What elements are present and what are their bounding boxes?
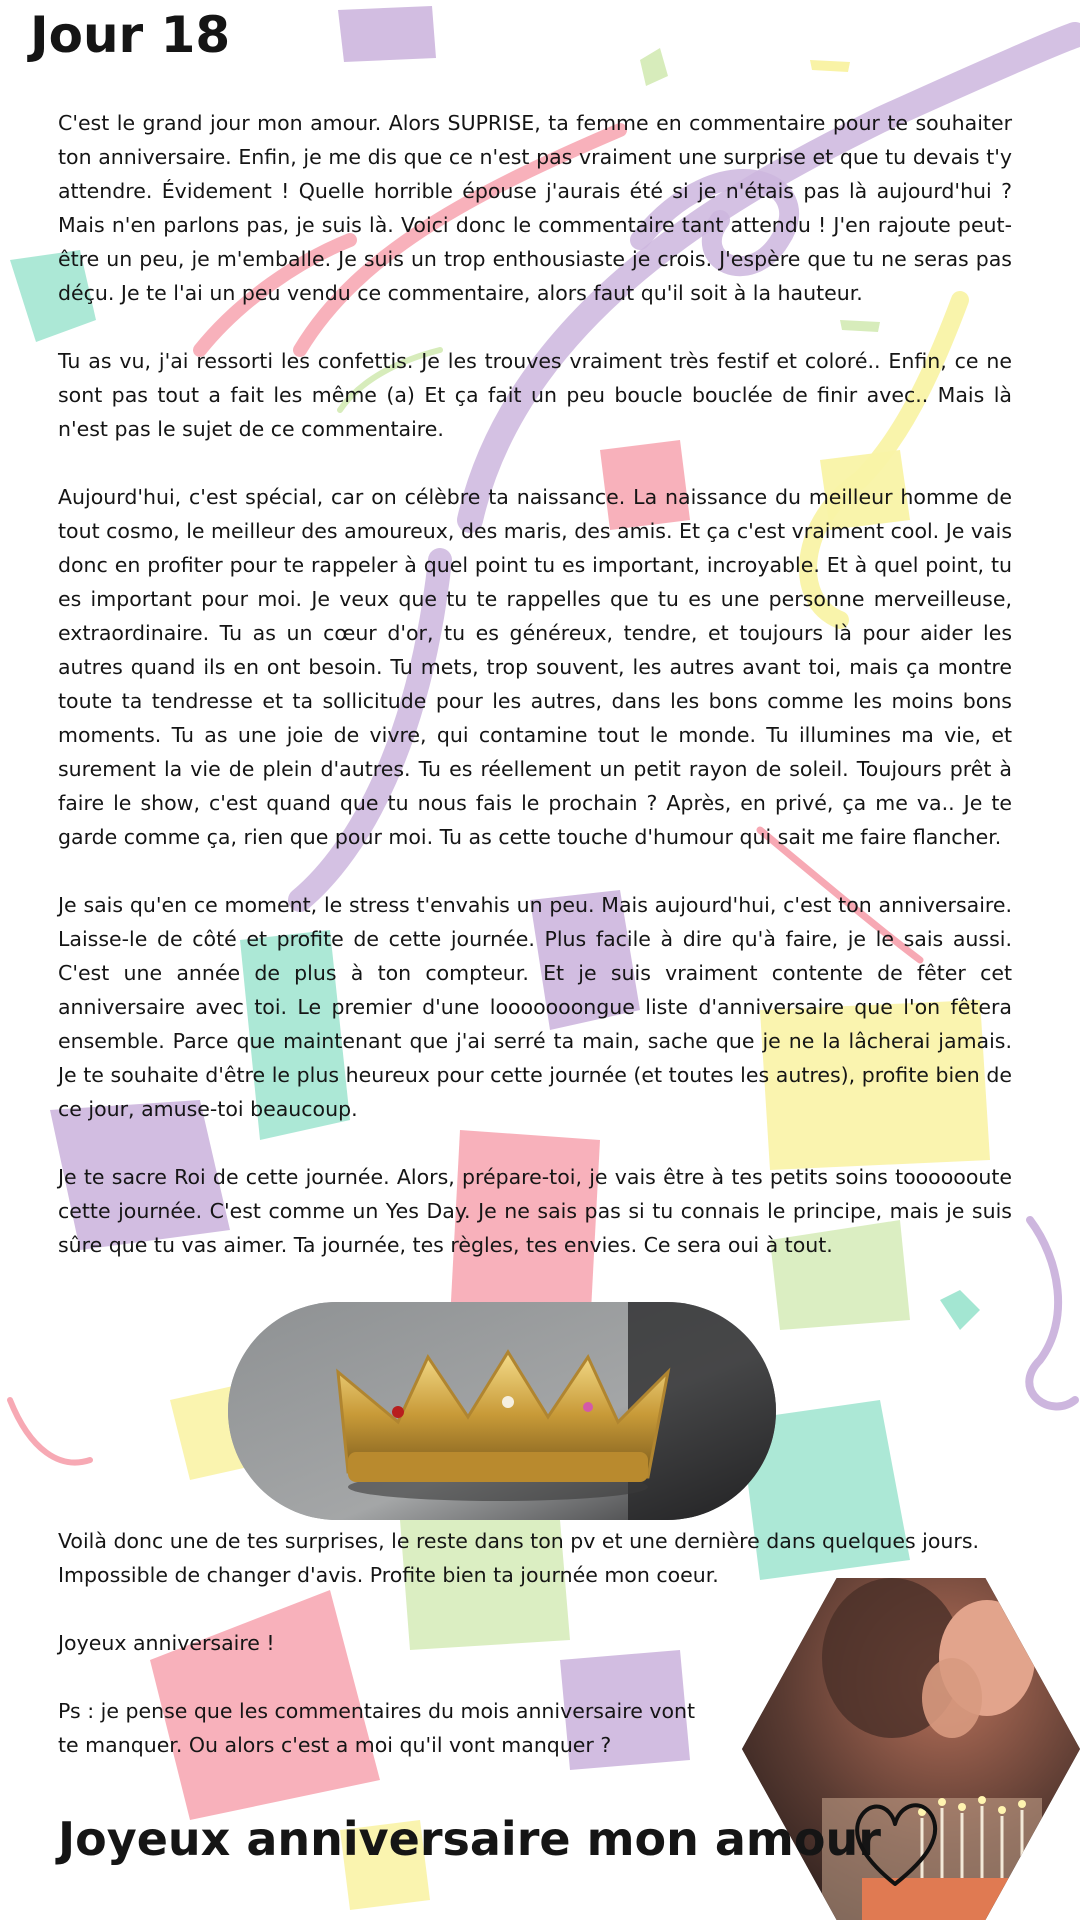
- surprise-line-1: Voilà donc une de tes surprises, le reste dans ton pv et une dernière dans quelques jours.: [58, 1529, 980, 1553]
- paragraph-king: Je te sacre Roi de cette journée. Alors, prépare-toi, je vais être à tes petits soins tooooooute cette journée. C'est comme un Yes Day. Je ne sais pas si tu connais le principe, mais je suis sûre que tu vas aimer. Ta journée, tes règles, tes envies. Ce sera oui à tout.: [58, 1165, 1012, 1257]
- ps-line-2: te manquer. Ou alors c'est a moi qu'il vont manquer ?: [58, 1733, 612, 1757]
- paragraph-birth: Aujourd'hui, c'est spécial, car on célèbre ta naissance. La naissance du meilleur homme de tout cosmo, le meilleur des amoureux, des maris, des amis. Et ça c'est vraiment cool. Je vais donc en profiter pour te rappeler à quel point tu es important, incroyable. Et à quel point, tu es important pour moi. Je veux que tu te rappelles que tu es une personne merveilleuse, extraordinaire. Tu as un cœur d'or, tu es généreux, tendre, et toujours là pour aider les autres quand ils en ont besoin. Tu mets, trop souvent, les autres avant toi, mais ça montre toute ta tendresse et ta sollicitude pour les autres, dans les bons comme les moins bons moments. Tu as une joie de vivre, qui contamine tout le monde. Tu illumines ma vie, et surement la vie de plein d'autres. Tu es réellement un petit rayon de soleil. Toujours prêt à faire le show, c'est quand que tu nous fais le prochain ? Après, en privé, ça me va.. Je te garde comme ça, rien que pour moi. Tu as cette touche d'humour qui sait me faire flancher.: [58, 485, 1012, 849]
- ps-line-1: Ps : je pense que les commentaires du mois anniversaire vont: [58, 1699, 696, 1723]
- page-title: Jour 18: [30, 6, 231, 64]
- crown-image: [228, 1302, 776, 1520]
- paragraph-stress: Je sais qu'en ce moment, le stress t'envahis un peu. Mais aujourd'hui, c'est ton anniversaire. Laisse-le de côté et profite de cette journée. Plus facile à dire qu'à faire, je le sais aussi. C'est une année de plus à ton compteur. Et je suis vraiment contente de fêter cet anniversaire avec toi. Le premier d'une looooooongue liste d'anniversaire que l'on fêtera ensemble. Parce que maintenant que j'ai serré ta main, sache que je ne la lâcherai jamais. Je te souhaite d'être le plus heureux pour cette journée (et toutes les autres), profite bien de ce jour, amuse-toi beaucoup.: [58, 893, 1012, 1121]
- body-text: [58, 106, 1012, 1296]
- surprise-line-2: Impossible de changer d'avis. Profite bien ta journée mon coeur.: [58, 1563, 719, 1587]
- greeting-text: Joyeux anniversaire !: [58, 1631, 275, 1655]
- ps-text: [58, 1694, 718, 1762]
- paragraph-intro: C'est le grand jour mon amour. Alors SUPRISE, ta femme en commentaire pour te souhaiter ton anniversaire. Enfin, je me dis que ce n'est pas vraiment une surprise et que tu devais t'y attendre. Évidement ! Quelle horrible épouse j'aurais été si je n'étais pas là aujourd'hui ? Mais n'en parlons pas, je suis là. Voici donc le commentaire tant attendu ! J'en rajoute peut-être un peu, je m'emballe. Je suis un trop enthousiaste je crois. J'espère que tu ne seras pas déçu. Je te l'ai un peu vendu ce commentaire, alors faut qu'il soit à la hauteur.: [58, 111, 1012, 305]
- heart-icon: [850, 1796, 940, 1892]
- paragraph-confetti: Tu as vu, j'ai ressorti les confettis. Je les trouves vraiment très festif et coloré.. Enfin, ce ne sont pas tout a fait les même (a) Et ça fait un peu boucle bouclée de finir avec.. Mais là n'est pas le sujet de ce commentaire.: [58, 349, 1012, 441]
- closing-headline: Joyeux anniversaire mon amour: [58, 1812, 881, 1866]
- crown-photo: [228, 1302, 776, 1520]
